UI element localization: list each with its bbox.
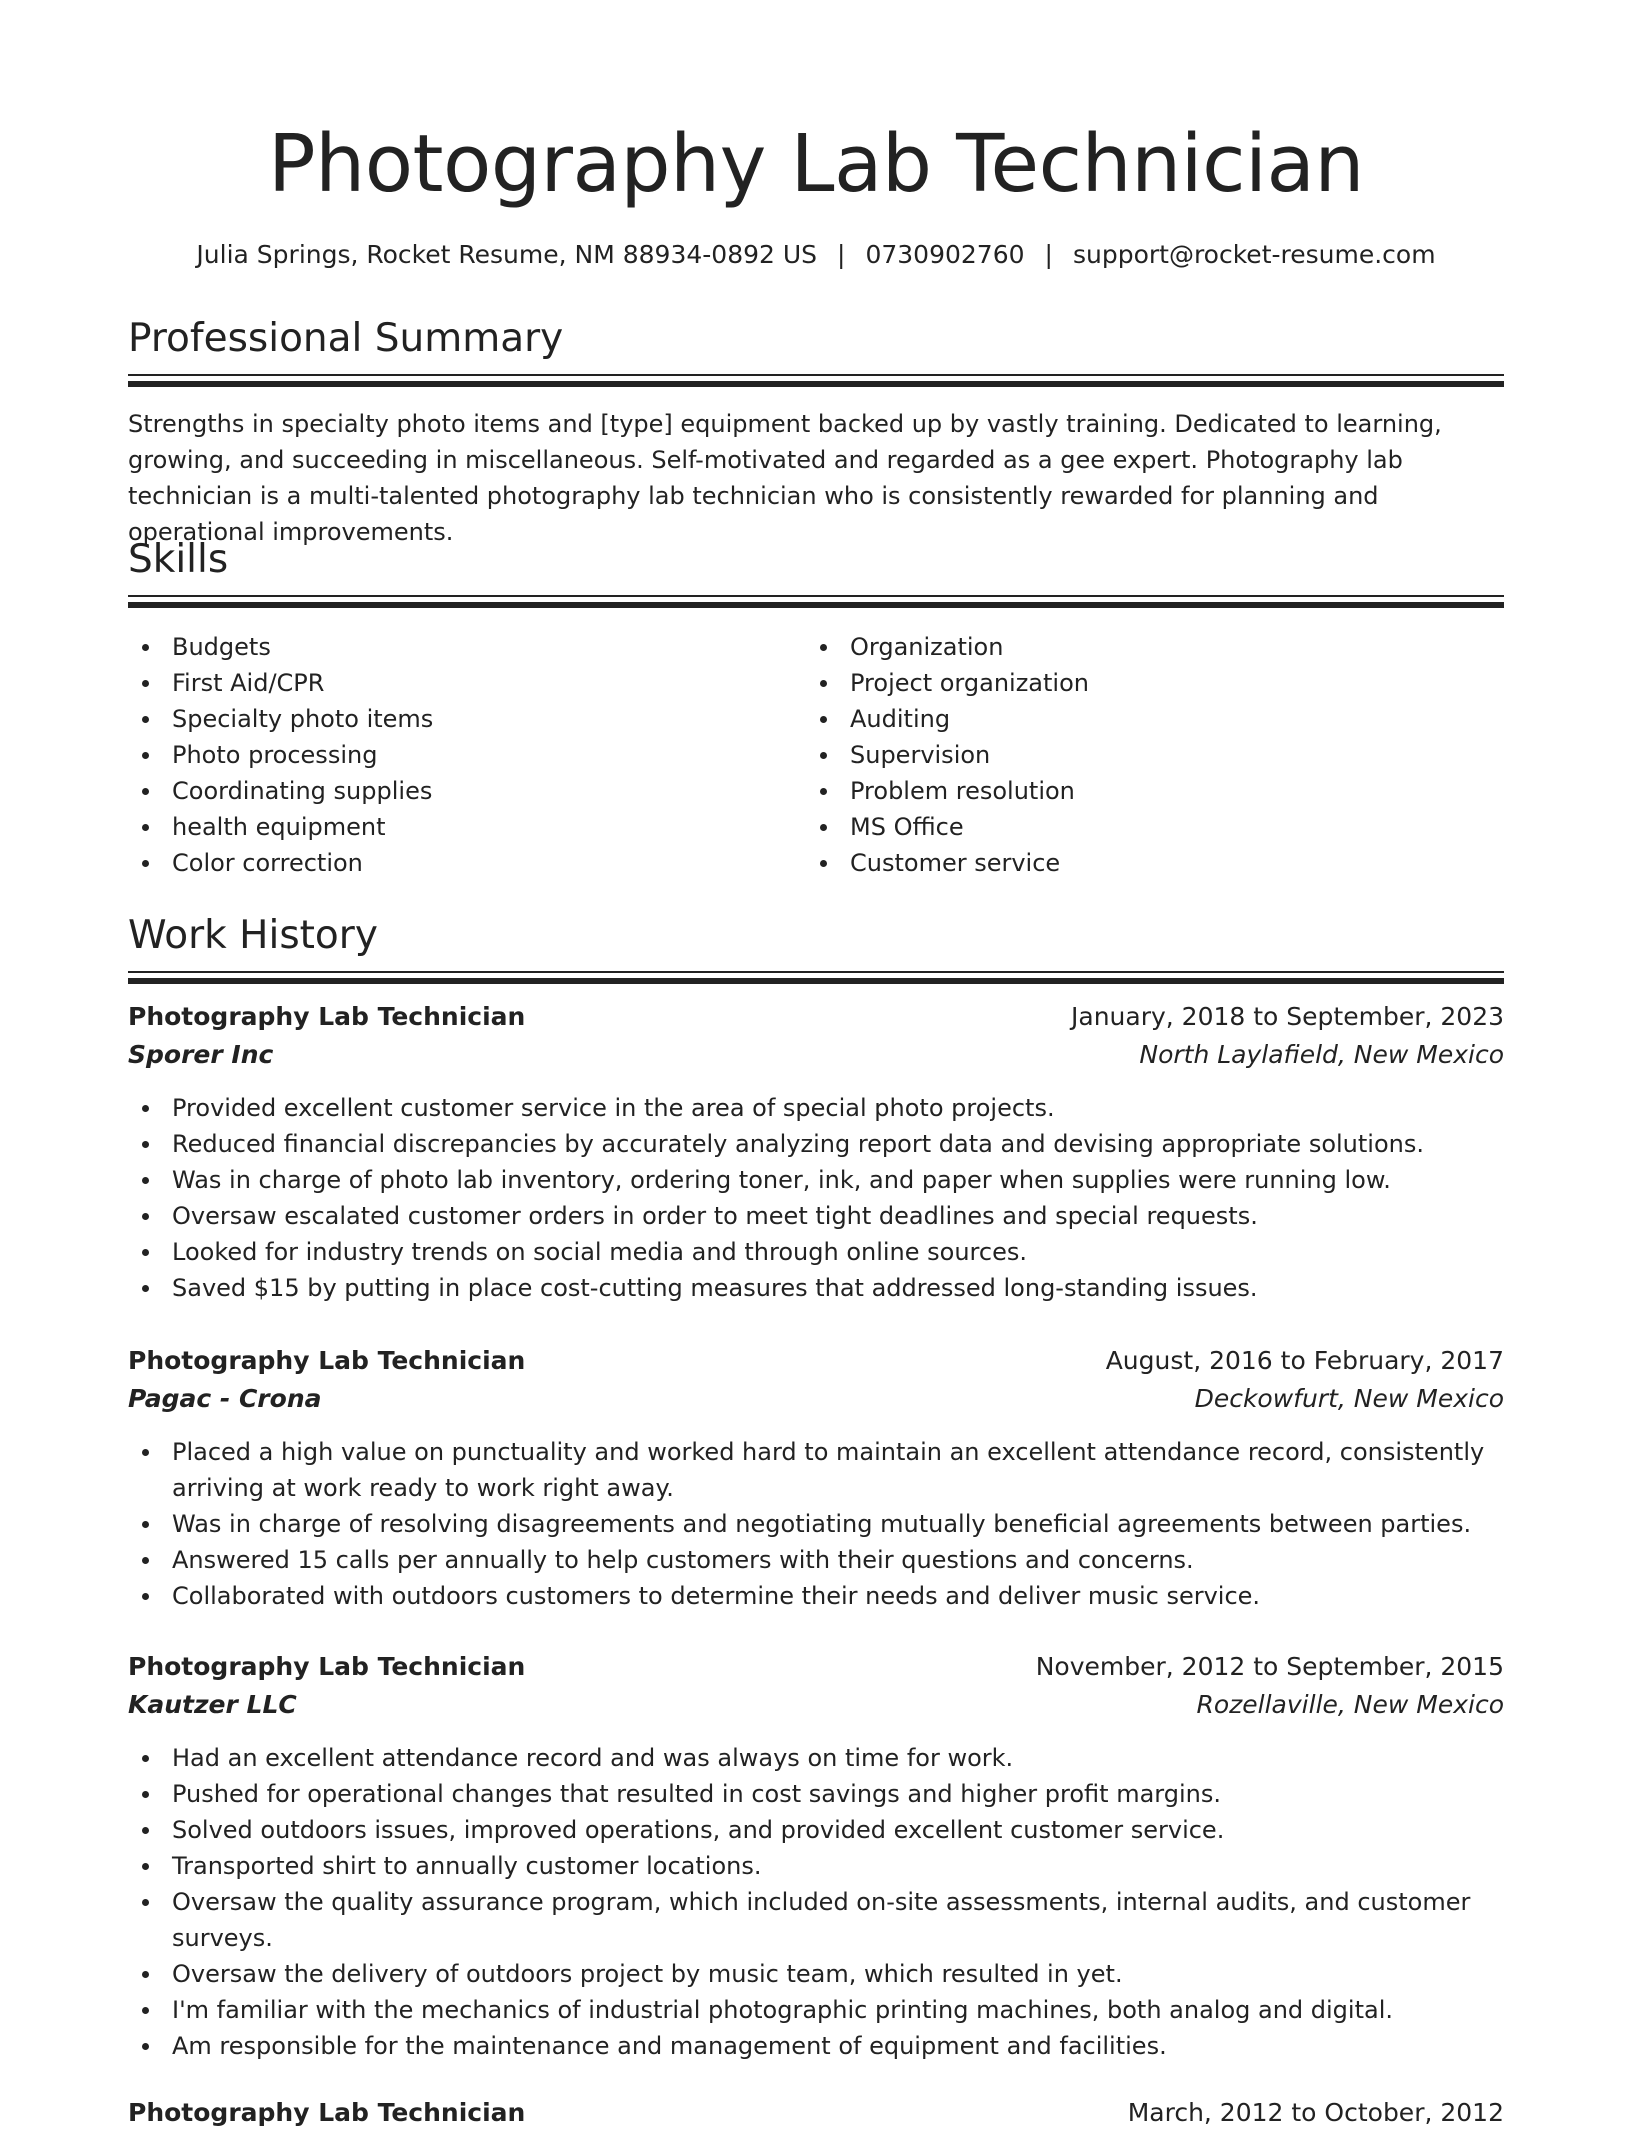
job-bullet <box>128 1126 1504 1162</box>
skill-label: MS Office <box>850 813 964 841</box>
job-bullet <box>128 1578 1504 1614</box>
job-bullet <box>128 1162 1504 1198</box>
bullet-icon <box>820 644 827 651</box>
job-dates: November, 2012 to September, 2015 <box>1035 1652 1504 1681</box>
skill-item <box>128 737 433 773</box>
job-company: Kautzer LLC <box>128 1690 297 1719</box>
section-title-work-history: Work History <box>128 913 378 958</box>
bullet-icon <box>142 1593 149 1600</box>
job-bullet <box>128 1198 1504 1234</box>
job-bullet-text: Was in charge of resolving disagreements and negotiating mutually beneficial agreements between parties. <box>172 1510 1472 1538</box>
skill-item <box>806 809 1089 845</box>
skill-label: Photo processing <box>172 741 378 769</box>
bullet-icon <box>142 1863 149 1870</box>
job-bullet-text: Reduced financial discrepancies by accurately analyzing report data and devising appropriate solutions. <box>172 1130 1424 1158</box>
skill-item <box>128 809 433 845</box>
contact-address: Julia Springs, Rocket Resume, NM 88934-0892 US <box>196 240 818 269</box>
section-title-skills: Skills <box>128 537 229 582</box>
job-title: Photography Lab Technician <box>128 1652 526 1681</box>
bullet-icon <box>142 1827 149 1834</box>
section-rule <box>128 978 1504 984</box>
job-title: Photography Lab Technician <box>128 2098 526 2127</box>
skill-item <box>128 629 433 665</box>
job-bullet-text: Am responsible for the maintenance and management of equipment and facilities. <box>172 2032 1167 2060</box>
bullet-icon <box>142 1141 149 1148</box>
skill-label: Color correction <box>172 849 363 877</box>
job-dates: March, 2012 to October, 2012 <box>1127 2098 1504 2127</box>
job-bullet-text: Oversaw escalated customer orders in order to meet tight deadlines and special requests. <box>172 1202 1258 1230</box>
job-location: Deckowfurt, New Mexico <box>1194 1384 1504 1413</box>
bullet-icon <box>142 1105 149 1112</box>
job-bullet <box>128 1090 1504 1126</box>
skill-label: Organization <box>850 633 1004 661</box>
skill-label: Customer service <box>850 849 1061 877</box>
job-company: Sporer Inc <box>128 1040 274 1069</box>
bullet-icon <box>142 1249 149 1256</box>
bullet-icon <box>820 788 827 795</box>
skill-item <box>806 665 1089 701</box>
bullet-icon <box>820 860 827 867</box>
job-bullet <box>128 1270 1504 1306</box>
job-bullet <box>128 1740 1504 1776</box>
skill-item <box>806 845 1089 881</box>
section-title-summary: Professional Summary <box>128 316 564 361</box>
section-rule <box>128 374 1504 376</box>
contact-email[interactable]: support@rocket-resume.com <box>1072 240 1436 269</box>
job-bullet-text: Collaborated with outdoors customers to determine their needs and deliver music service. <box>172 1582 1261 1610</box>
skill-label: Project organization <box>850 669 1089 697</box>
job-bullet-text: Looked for industry trends on social media and through online sources. <box>172 1238 1027 1266</box>
job-bullet-text: Oversaw the delivery of outdoors project by music team, which resulted in yet. <box>172 1960 1123 1988</box>
job-location: North Laylafield, New Mexico <box>1139 1040 1504 1069</box>
skill-label: Coordinating supplies <box>172 777 433 805</box>
skill-label: Specialty photo items <box>172 705 434 733</box>
skills-column-right <box>806 629 1089 881</box>
job-entry <box>128 1652 1504 2064</box>
job-bullets <box>128 1434 1504 1614</box>
skill-label: Auditing <box>850 705 951 733</box>
job-bullet <box>128 1812 1504 1848</box>
job-bullet <box>128 1848 1504 1884</box>
resume-name: Photography Lab Technician <box>268 118 1364 210</box>
skill-item <box>806 629 1089 665</box>
job-bullet <box>128 1434 1504 1506</box>
skill-item <box>128 845 433 881</box>
work-history-section <box>128 913 1504 984</box>
job-header-row <box>128 1002 1504 1040</box>
bullet-icon <box>142 1755 149 1762</box>
bullet-icon <box>142 1971 149 1978</box>
skill-item <box>806 737 1089 773</box>
bullet-icon <box>142 1177 149 1184</box>
job-header-row <box>128 1346 1504 1384</box>
job-bullet-text: Had an excellent attendance record and was always on time for work. <box>172 1744 1014 1772</box>
bullet-icon <box>142 716 149 723</box>
job-bullet <box>128 1234 1504 1270</box>
bullet-icon <box>142 1521 149 1528</box>
job-title: Photography Lab Technician <box>128 1346 526 1375</box>
job-bullet-text: Was in charge of photo lab inventory, ordering toner, ink, and paper when supplies were running low. <box>172 1166 1391 1194</box>
job-entry <box>128 1002 1504 1306</box>
job-bullet-text: Answered 15 calls per annually to help customers with their questions and concerns. <box>172 1546 1194 1574</box>
job-bullet-text: Saved $15 by putting in place cost-cutting measures that addressed long-standing issues. <box>172 1274 1258 1302</box>
job-bullet-text: Provided excellent customer service in the area of special photo projects. <box>172 1094 1055 1122</box>
job-bullet-text: Pushed for operational changes that resulted in cost savings and higher profit margins. <box>172 1780 1221 1808</box>
contact-separator: | <box>837 240 846 269</box>
bullet-icon <box>142 680 149 687</box>
section-rule <box>128 602 1504 608</box>
job-company-row <box>128 1690 1504 1728</box>
skill-item <box>806 701 1089 737</box>
job-bullet-text: Placed a high value on punctuality and worked hard to maintain an excellent attendance record, consistently arriving at work ready to work right away. <box>172 1438 1485 1502</box>
job-company-row <box>128 1384 1504 1422</box>
bullet-icon <box>142 824 149 831</box>
bullet-icon <box>820 716 827 723</box>
job-bullet-text: Solved outdoors issues, improved operations, and provided excellent customer service. <box>172 1816 1225 1844</box>
summary-section <box>128 316 1504 387</box>
job-bullets <box>128 1090 1504 1306</box>
bullet-icon <box>142 752 149 759</box>
job-bullet-text: Transported shirt to annually customer locations. <box>172 1852 762 1880</box>
job-bullet <box>128 1992 1504 2028</box>
section-rule <box>128 381 1504 387</box>
skill-item <box>128 701 433 737</box>
job-bullet <box>128 1776 1504 1812</box>
job-entry <box>128 1346 1504 1614</box>
bullet-icon <box>142 2007 149 2014</box>
job-bullet-text: I'm familiar with the mechanics of industrial photographic printing machines, both analog and digital. <box>172 1996 1393 2024</box>
job-company-row <box>128 1040 1504 1078</box>
contact-phone[interactable]: 0730902760 <box>865 240 1025 269</box>
bullet-icon <box>820 680 827 687</box>
skill-label: Budgets <box>172 633 271 661</box>
bullet-icon <box>142 1285 149 1292</box>
skill-item <box>128 665 433 701</box>
bullet-icon <box>820 824 827 831</box>
job-company: Pagac - Crona <box>128 1384 322 1413</box>
job-entry-partial <box>128 2098 1504 2138</box>
section-rule <box>128 595 1504 597</box>
job-bullets <box>128 1740 1504 2064</box>
job-location: Rozellaville, New Mexico <box>1196 1690 1504 1719</box>
bullet-icon <box>142 2043 149 2050</box>
job-dates: August, 2016 to February, 2017 <box>1105 1346 1504 1375</box>
skill-item <box>128 773 433 809</box>
job-bullet <box>128 1884 1504 1956</box>
skill-label: health equipment <box>172 813 386 841</box>
skills-section <box>128 537 1504 608</box>
bullet-icon <box>142 1899 149 1906</box>
job-bullet <box>128 2028 1504 2064</box>
job-bullet-text: Oversaw the quality assurance program, which included on-site assessments, internal audits, and customer surveys. <box>172 1888 1471 1952</box>
job-bullet <box>128 1956 1504 1992</box>
job-header-row <box>128 1652 1504 1690</box>
skill-label: First Aid/CPR <box>172 669 325 697</box>
section-rule <box>128 971 1504 973</box>
bullet-icon <box>142 1213 149 1220</box>
skill-label: Problem resolution <box>850 777 1075 805</box>
summary-text: Strengths in specialty photo items and [type] equipment backed up by vastly training. Dedicated to learning, growing, and succeeding in miscellaneous. Self-motivated and regarded as a gee expert. Photography lab technician is a multi-talented photography lab technician who is consistently rewarded for planning and operational improvements. <box>128 410 1442 546</box>
skills-column-left <box>128 629 433 881</box>
contact-line <box>128 240 1504 269</box>
bullet-icon <box>142 788 149 795</box>
bullet-icon <box>142 1449 149 1456</box>
skill-label: Supervision <box>850 741 991 769</box>
job-bullet <box>128 1506 1504 1542</box>
contact-separator: | <box>1044 240 1053 269</box>
bullet-icon <box>142 644 149 651</box>
bullet-icon <box>142 1557 149 1564</box>
bullet-icon <box>142 1791 149 1798</box>
bullet-icon <box>820 752 827 759</box>
skill-item <box>806 773 1089 809</box>
job-dates: January, 2018 to September, 2023 <box>1071 1002 1504 1031</box>
job-title: Photography Lab Technician <box>128 1002 526 1031</box>
bullet-icon <box>142 860 149 867</box>
job-bullet <box>128 1542 1504 1578</box>
